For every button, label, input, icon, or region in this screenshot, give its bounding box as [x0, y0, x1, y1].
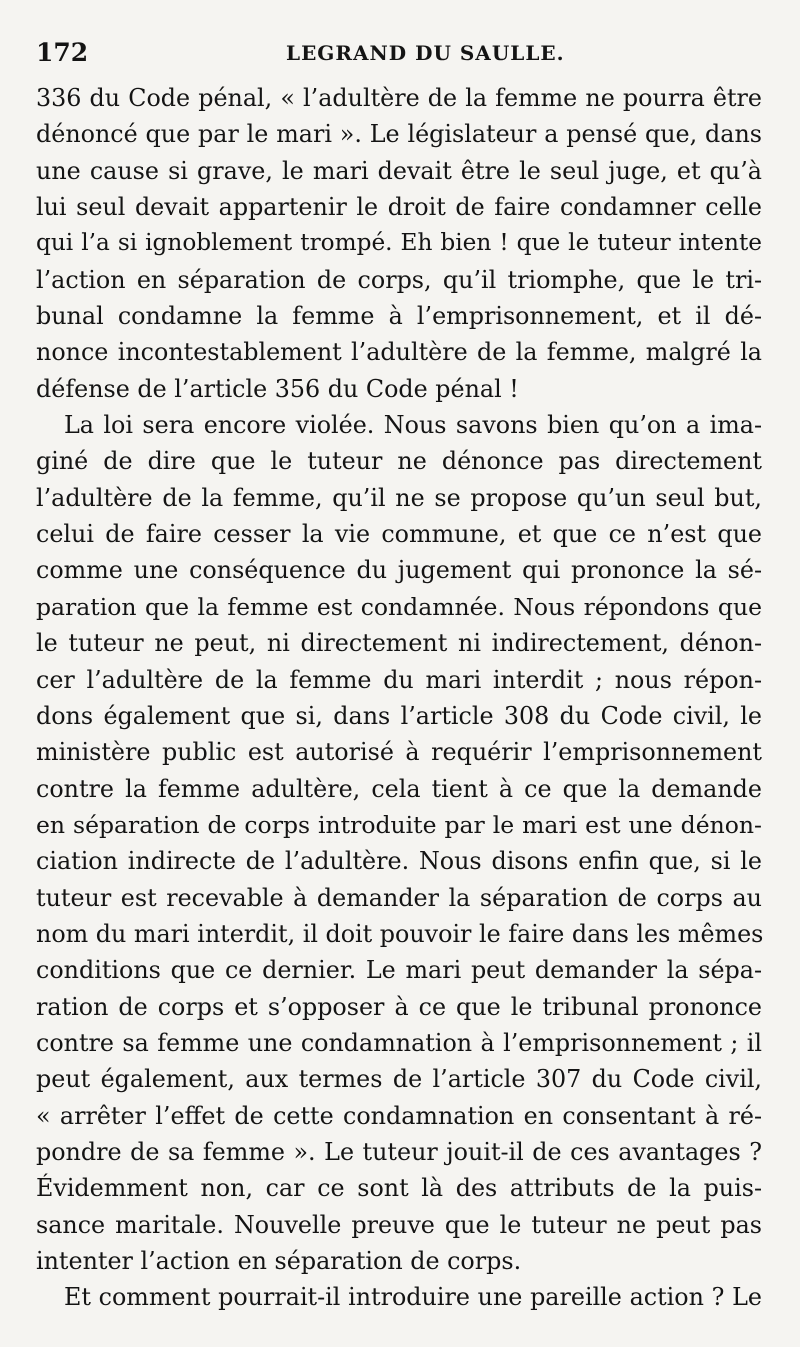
- text-line: intenter l’action en séparation de corps.: [36, 1247, 522, 1275]
- body-text: [36, 80, 762, 1316]
- text-line: Évidemment non, car ce sont là des attributs de la puis-: [36, 1174, 762, 1203]
- text-line: pondre de sa femme ». Le tuteur jouit-il de ces avantages ?: [36, 1137, 762, 1166]
- text-line: peut également, aux termes de l’article 307 du Code civil,: [36, 1065, 762, 1094]
- page-header: [36, 38, 762, 68]
- text-line: bunal condamne la femme à l’emprisonnement, et il dé-: [36, 302, 762, 331]
- running-head: LEGRAND DU SAULLE.: [286, 41, 565, 65]
- text-line: dons également que si, dans l’article 308 du Code civil, le: [36, 701, 762, 730]
- text-line: qui l’a si ignoblement trompé. Eh bien ! que le tuteur intente: [36, 229, 762, 257]
- text-line: dénoncé que par le mari ». Le législateur a pensé que, dans: [36, 120, 762, 149]
- text-line: ration de corps et s’opposer à ce que le tribunal prononce: [36, 992, 762, 1021]
- text-line: ciation indirecte de l’adultère. Nous disons enfin que, si le: [36, 847, 762, 876]
- text-line: Et comment pourrait-il introduire une pareille action ? Le: [64, 1283, 762, 1312]
- text-line: le tuteur ne peut, ni directement ni indirectement, dénon-: [36, 629, 762, 658]
- text-line: nonce incontestablement l’adultère de la femme, malgré la: [36, 338, 762, 367]
- text-line: défense de l’article 356 du Code pénal !: [36, 374, 519, 403]
- text-line: tuteur est recevable à demander la séparation de corps au: [36, 883, 762, 912]
- text-line: contre la femme adultère, cela tient à ce que la demande: [36, 774, 762, 803]
- text-line: cer l’adultère de la femme du mari interdit ; nous répon-: [36, 665, 762, 694]
- text-line: sance maritale. Nouvelle preuve que le tuteur ne peut pas: [36, 1210, 762, 1239]
- text-line: 336 du Code pénal, « l’adultère de la femme ne pourra être: [36, 84, 762, 112]
- text-line: lui seul devait appartenir le droit de faire condamner celle: [36, 193, 762, 222]
- text-line: paration que la femme est condamnée. Nous répondons que: [36, 592, 762, 621]
- text-line: « arrêter l’effet de cette condamnation en consentant à ré-: [36, 1101, 762, 1130]
- page-number: 172: [36, 38, 89, 67]
- text-line: ministère public est autorisé à requérir l’emprisonnement: [36, 738, 762, 767]
- text-line: nom du mari interdit, il doit pouvoir le faire dans les mêmes: [36, 919, 764, 948]
- text-line: l’adultère de la femme, qu’il ne se propose qu’un seul but,: [36, 483, 762, 512]
- text-line: conditions que ce dernier. Le mari peut demander la sépa-: [36, 956, 762, 985]
- text-line: La loi sera encore violée. Nous savons bien qu’on a ima-: [64, 411, 762, 440]
- text-line: en séparation de corps introduite par le mari est une dénon-: [36, 810, 762, 839]
- text-line: contre sa femme une condamnation à l’emprisonnement ; il: [36, 1028, 762, 1057]
- text-line: comme une conséquence du jugement qui prononce la sé-: [36, 556, 762, 585]
- text-line: giné de dire que le tuteur ne dénonce pas directement: [36, 447, 762, 476]
- text-line: celui de faire cesser la vie commune, et que ce n’est que: [36, 520, 762, 549]
- text-line: une cause si grave, le mari devait être le seul juge, et qu’à: [36, 156, 762, 185]
- text-line: l’action en séparation de corps, qu’il triomphe, que le tri-: [36, 265, 762, 294]
